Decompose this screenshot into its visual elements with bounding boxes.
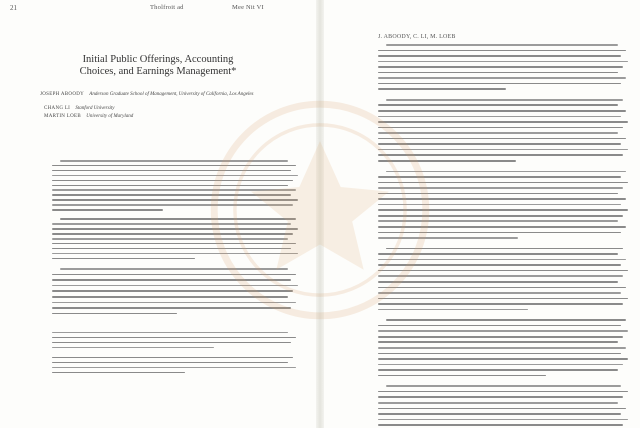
text-line [378, 341, 618, 343]
text-line [52, 342, 291, 343]
text-line [378, 391, 628, 393]
text-line [378, 413, 621, 415]
text-line [52, 357, 293, 358]
text-line [378, 419, 628, 421]
text-line [378, 72, 618, 74]
seal-watermark [205, 95, 435, 325]
text-line [378, 358, 628, 360]
page-number: 21 [10, 4, 17, 12]
text-line [378, 66, 623, 68]
text-line [52, 367, 296, 368]
text-line [386, 44, 618, 46]
author-3 [44, 114, 133, 120]
author-name: JOSEPH ABOODY [40, 92, 85, 97]
author-affiliation: Stanford University [75, 106, 115, 111]
text-line [52, 258, 195, 260]
text-line [378, 369, 618, 371]
text-line [386, 385, 621, 387]
text-line [378, 330, 628, 332]
text-line [52, 313, 177, 315]
text-line [378, 61, 628, 63]
author-name: MARTIN LOEB [44, 114, 82, 119]
text-line [52, 209, 163, 211]
running-head: Tholfroit ad [150, 4, 184, 11]
text-line [378, 424, 623, 426]
journal-mark: Mee Nit VI [232, 4, 264, 11]
author-name: CHANG LI [44, 106, 71, 111]
text-line [378, 88, 506, 90]
text-line [378, 325, 621, 327]
text-line [378, 353, 621, 355]
text-line [52, 337, 296, 338]
text-line [378, 50, 626, 52]
text-line [378, 402, 618, 404]
text-line [378, 55, 621, 57]
text-line [378, 336, 623, 338]
text-line [52, 332, 288, 333]
author-affiliation: University of Maryland [86, 114, 134, 119]
text-line [52, 372, 185, 373]
text-line [378, 364, 623, 366]
text-line [378, 396, 623, 398]
text-line [52, 347, 214, 348]
text-line [378, 83, 621, 85]
author-2 [44, 106, 115, 112]
author-affiliation: Anderson Graduate School of Management, University of California, Los Angeles [89, 92, 254, 97]
article-title [58, 54, 258, 78]
text-line [378, 375, 546, 377]
text-line [378, 347, 626, 349]
title-line-1: Initial Public Offerings, Accounting [82, 54, 234, 65]
text-line [378, 408, 626, 410]
text-line [52, 362, 288, 363]
running-head: J. ABOODY, C. LI, M. LOEB [378, 34, 456, 40]
footnotes [52, 332, 298, 382]
text-line [378, 77, 626, 79]
title-line-2: Choices, and Earnings Management* [79, 66, 237, 77]
